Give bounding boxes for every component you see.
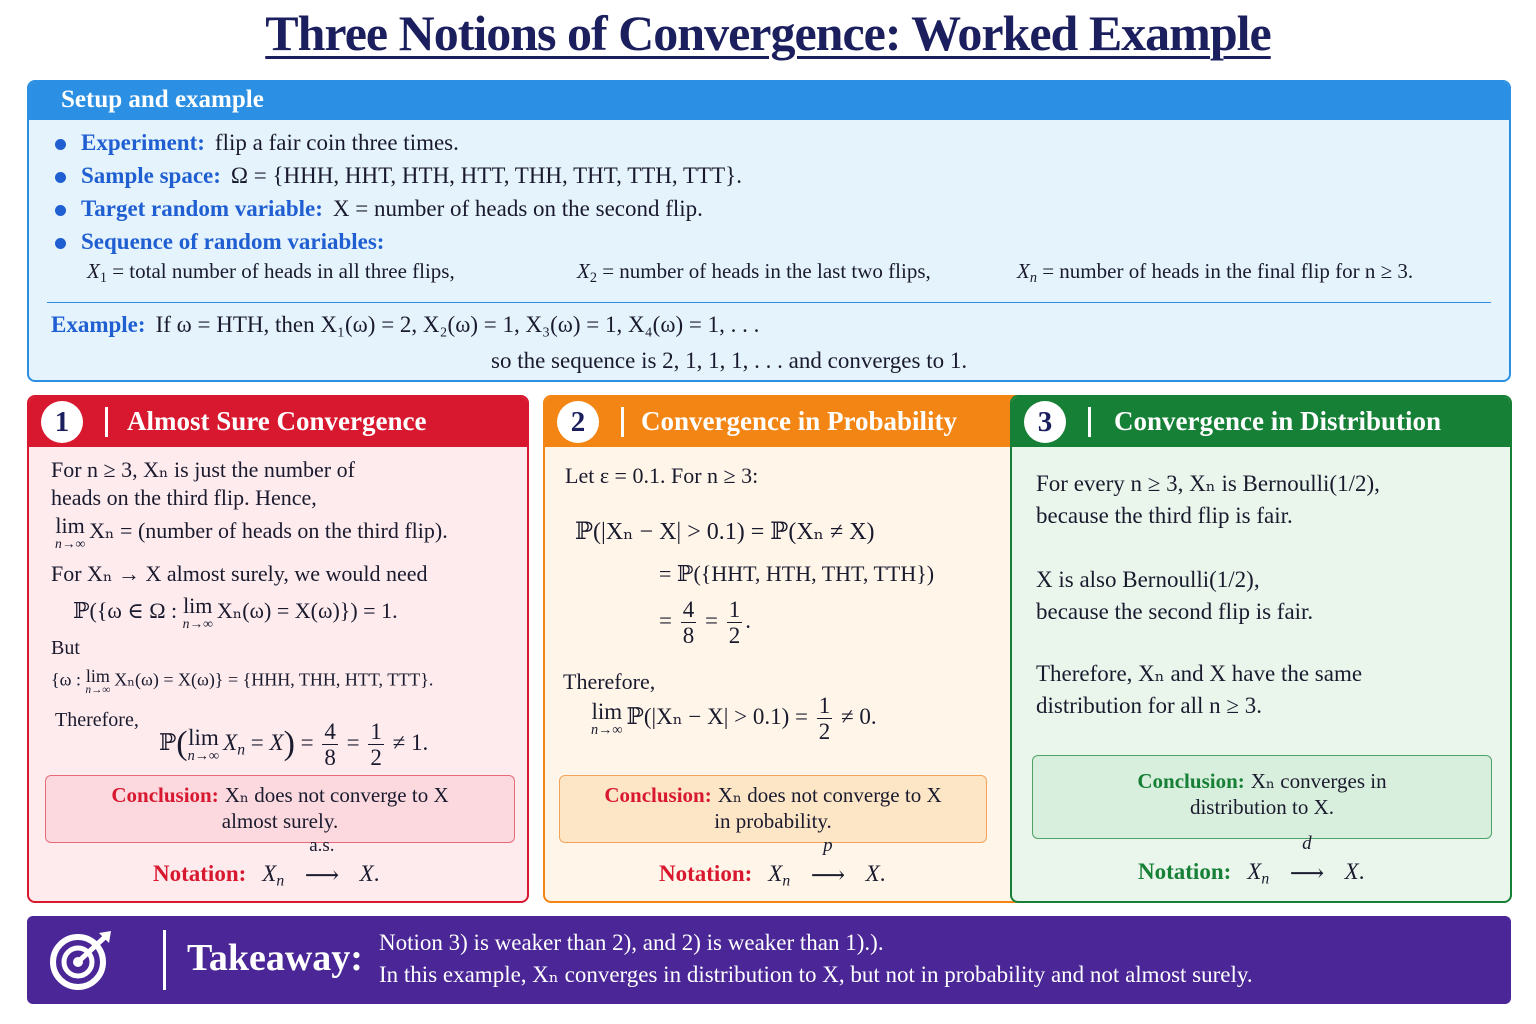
text-line: Therefore, xyxy=(55,709,139,731)
set-line: {ω : lim n→∞ Xₙ(ω) = X(ω)} = {HHH, THH, HTT, TTT}. xyxy=(51,666,434,696)
limit-line: lim n→∞ Xₙ = (number of heads on the third flip). xyxy=(55,513,448,551)
panel-almost-sure xyxy=(27,395,529,903)
result-formula: ℙ( lim n→∞ $X_n = X$) = $\frac{4}{8}$ = $\frac{1}{2}$ ≠ 1. xyxy=(159,719,429,771)
setup-box xyxy=(27,80,1511,382)
setup-divider xyxy=(47,302,1491,303)
takeaway-bar xyxy=(27,916,1511,1004)
panel-header xyxy=(1012,397,1510,447)
notation-line: Notation: $X_n$ d ⟶ X. xyxy=(1138,833,1365,888)
conclusion-box: Conclusion: Xₙ converges in distribution to X. xyxy=(1032,755,1492,839)
panel-distribution xyxy=(1010,395,1512,903)
seq-x1: X1 = total number of heads in all three flips, xyxy=(87,259,455,286)
header-divider xyxy=(105,407,108,437)
page-title: Three Notions of Convergence: Worked Example xyxy=(265,5,1271,61)
panel-number: 2 xyxy=(557,401,599,443)
text-line: But xyxy=(51,637,80,659)
panel-number: 1 xyxy=(41,401,83,443)
takeaway-line-1: Notion 3) is weaker than 2), and 2) is weaker than 1).). xyxy=(379,930,884,955)
example-line: Example: If ω = HTH, then X₁(ω) = 2, X₂(ω) = 1, X₃(ω) = 1, X₄(ω) = 1, . . . xyxy=(51,312,760,337)
panel-title: Almost Sure Convergence xyxy=(127,406,427,436)
notation-line: Notation: $X_n$ a.s. ⟶ X. xyxy=(153,835,380,890)
text-line: Therefore, xyxy=(563,669,656,694)
bullet-sample-space: Sample space: Ω = {HHH, HHT, HTH, HTT, THH, THT, TTH, TTT}. xyxy=(51,159,1509,192)
panel-header xyxy=(29,397,527,447)
limit-probability-line: lim n→∞ ℙ(|Xₙ − X| > 0.1) = $\frac{1}{2}$ ≠ 0. xyxy=(591,693,877,745)
probability-line: ℙ(|Xₙ − X| > 0.1) = ℙ(Xₙ ≠ X) xyxy=(575,519,875,545)
panel-probability xyxy=(543,395,1045,903)
setup-bullets xyxy=(29,120,1509,258)
probability-condition: ℙ({ω ∈ Ω : lim n→∞ Xₙ(ω) = X(ω)}) = 1. xyxy=(73,593,398,631)
text-line: For Xₙ → X almost surely, we would need xyxy=(51,561,428,586)
header-divider xyxy=(1088,407,1091,437)
text-line: Let ε = 0.1. For n ≥ 3: xyxy=(565,463,759,488)
text-line: because the third flip is fair. xyxy=(1036,503,1293,528)
header-divider xyxy=(621,407,624,437)
bullet-target: Target random variable: X = number of heads on the second flip. xyxy=(51,192,1509,225)
panel-number: 3 xyxy=(1024,401,1066,443)
seq-x2: X2 = number of heads in the last two flips, xyxy=(577,259,931,286)
panel-header xyxy=(545,397,1043,447)
target-icon xyxy=(49,929,115,996)
text-line: Therefore, Xₙ and X have the same xyxy=(1036,661,1363,686)
probability-set-line: = ℙ({HHT, HTH, THT, TTH}) xyxy=(659,561,935,586)
takeaway-line-2: In this example, Xₙ converges in distribution to X, but not in probability and not almost surely. xyxy=(379,962,1253,987)
text-line: distribution for all n ≥ 3. xyxy=(1036,693,1262,718)
fraction-line: = $\frac{4}{8}$ = $\frac{1}{2}$ . xyxy=(659,597,751,649)
bullet-experiment: Experiment: flip a fair coin three times. xyxy=(51,126,1509,159)
text-line: For n ≥ 3, Xₙ is just the number of xyxy=(51,457,355,482)
takeaway-divider xyxy=(163,930,166,990)
conclusion-box: Conclusion: Xₙ does not converge to X in probability. xyxy=(559,775,987,843)
example-line-2: so the sequence is 2, 1, 1, 1, . . . and converges to 1. xyxy=(491,348,968,373)
seq-xn: $X_n$ = number of heads in the final flip for n ≥ 3. xyxy=(1017,259,1414,286)
conclusion-box: Conclusion: Xₙ does not converge to X almost surely. xyxy=(45,775,515,843)
panel-title: Convergence in Probability xyxy=(641,406,957,436)
text-line: For every n ≥ 3, Xₙ is Bernoulli(1/2), xyxy=(1036,471,1380,496)
panel-title: Convergence in Distribution xyxy=(1114,406,1441,436)
text-line: heads on the third flip. Hence, xyxy=(51,485,317,510)
text-line: because the second flip is fair. xyxy=(1036,599,1314,624)
notation-line: Notation: $X_n$ p ⟶ X. xyxy=(659,835,886,890)
setup-header: Setup and example xyxy=(29,82,1509,120)
text-line: X is also Bernoulli(1/2), xyxy=(1036,567,1260,592)
bullet-sequence: Sequence of random variables: xyxy=(51,225,1509,258)
takeaway-label: Takeaway: xyxy=(187,937,363,979)
